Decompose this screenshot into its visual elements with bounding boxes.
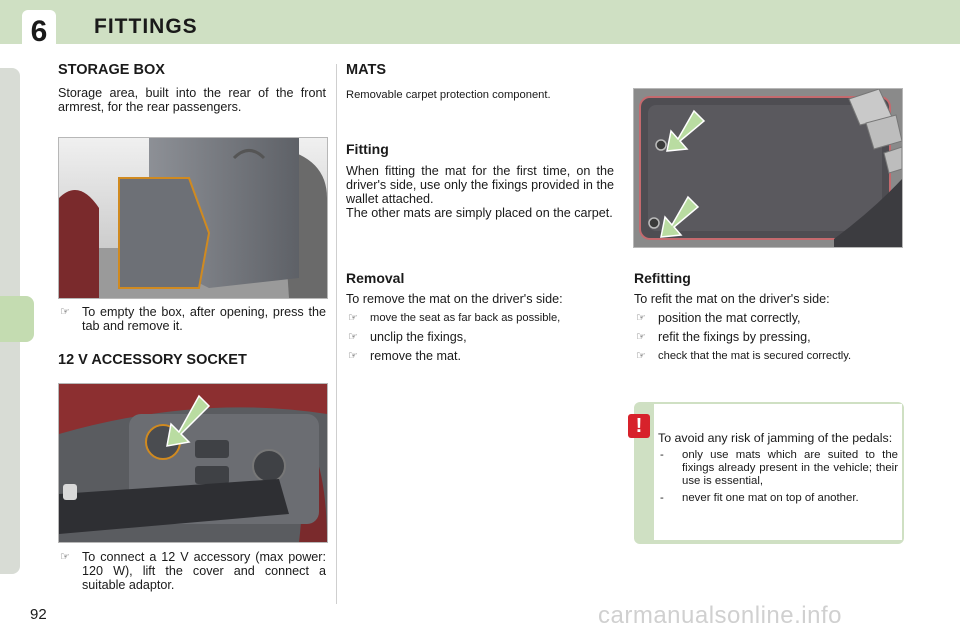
accessory-socket-instruction: To connect a 12 V accessory (max power: 120 W), lift the cover and connect a suitable adaptor.	[82, 550, 326, 592]
list-item	[634, 330, 910, 344]
removal-intro: To remove the mat on the driver's side:	[346, 292, 563, 306]
refitting-intro: To refit the mat on the driver's side:	[634, 292, 830, 306]
page-number: 92	[30, 606, 47, 623]
fitting-heading: Fitting	[346, 141, 389, 157]
refitting-step-3: check that the mat is secured correctly.	[658, 350, 852, 362]
refitting-step-1: position the mat correctly,	[658, 311, 801, 325]
pointing-hand-icon: ☞	[348, 350, 358, 362]
refitting-step-2: refit the fixings by pressing,	[658, 330, 811, 344]
storage-box-intro: Storage area, built into the rear of the front armrest, for the rear passengers.	[58, 86, 326, 114]
refitting-heading: Refitting	[634, 270, 691, 286]
side-tab-active	[0, 296, 34, 342]
storage-box-photo	[58, 137, 328, 299]
accessory-socket-illustration	[59, 384, 327, 542]
warning-item-2: never fit one mat on top of another.	[682, 492, 859, 504]
removal-heading: Removal	[346, 270, 405, 286]
removal-step-3: remove the mat.	[370, 349, 461, 363]
storage-box-illustration	[59, 138, 327, 298]
warning-icon: !	[628, 414, 650, 438]
mat-photo	[633, 88, 903, 248]
accessory-socket-heading: 12 V ACCESSORY SOCKET	[58, 352, 247, 368]
list-item	[634, 311, 910, 325]
dash-bullet: -	[660, 492, 664, 504]
refitting-section	[634, 292, 910, 368]
mat-illustration	[634, 89, 902, 247]
warning-intro: To avoid any risk of jamming of the pedals:	[658, 431, 893, 445]
fitting-paragraph-2: The other mats are simply placed on the carpet.	[346, 206, 613, 220]
accessory-socket-photo	[58, 383, 328, 543]
pointing-hand-icon: ☞	[348, 312, 358, 324]
warning-item-1: only use mats which are suited to the fixings already present in the vehicle; their use is essential,	[682, 449, 898, 487]
removal-step-2: unclip the fixings,	[370, 330, 467, 344]
watermark: carmanualsonline.info	[598, 602, 842, 629]
pointing-hand-icon: ☞	[348, 331, 358, 343]
removal-step-1: move the seat as far back as possible,	[370, 312, 561, 324]
pointing-hand-icon: ☞	[636, 331, 646, 343]
pointing-hand-icon: ☞	[60, 306, 70, 318]
accessory-socket-bullet-list	[58, 550, 326, 597]
list-item	[658, 449, 898, 488]
list-item	[346, 330, 622, 344]
storage-box-heading: STORAGE BOX	[58, 62, 165, 78]
pointing-hand-icon: ☞	[636, 312, 646, 324]
warning-text	[658, 432, 898, 505]
removal-section	[346, 292, 622, 368]
list-item	[346, 349, 622, 363]
list-item	[58, 550, 326, 592]
storage-box-bullet-list	[58, 305, 326, 338]
fitting-paragraph-1: When fitting the mat for the first time, on the driver's side, use only the fixings provided in the wallet attached.	[346, 164, 614, 206]
dash-bullet: -	[660, 449, 664, 461]
chapter-number: 6	[22, 10, 56, 54]
column-divider	[336, 64, 337, 604]
list-item	[658, 492, 898, 505]
page-title: FITTINGS	[94, 15, 198, 38]
list-item	[58, 305, 326, 333]
pointing-hand-icon: ☞	[636, 350, 646, 362]
list-item	[346, 311, 622, 325]
mats-heading: MATS	[346, 62, 387, 78]
pointing-hand-icon: ☞	[60, 551, 70, 563]
mats-intro: Removable carpet protection component.	[346, 89, 551, 101]
storage-box-instruction: To empty the box, after opening, press the tab and remove it.	[82, 305, 326, 333]
list-item	[634, 349, 910, 363]
